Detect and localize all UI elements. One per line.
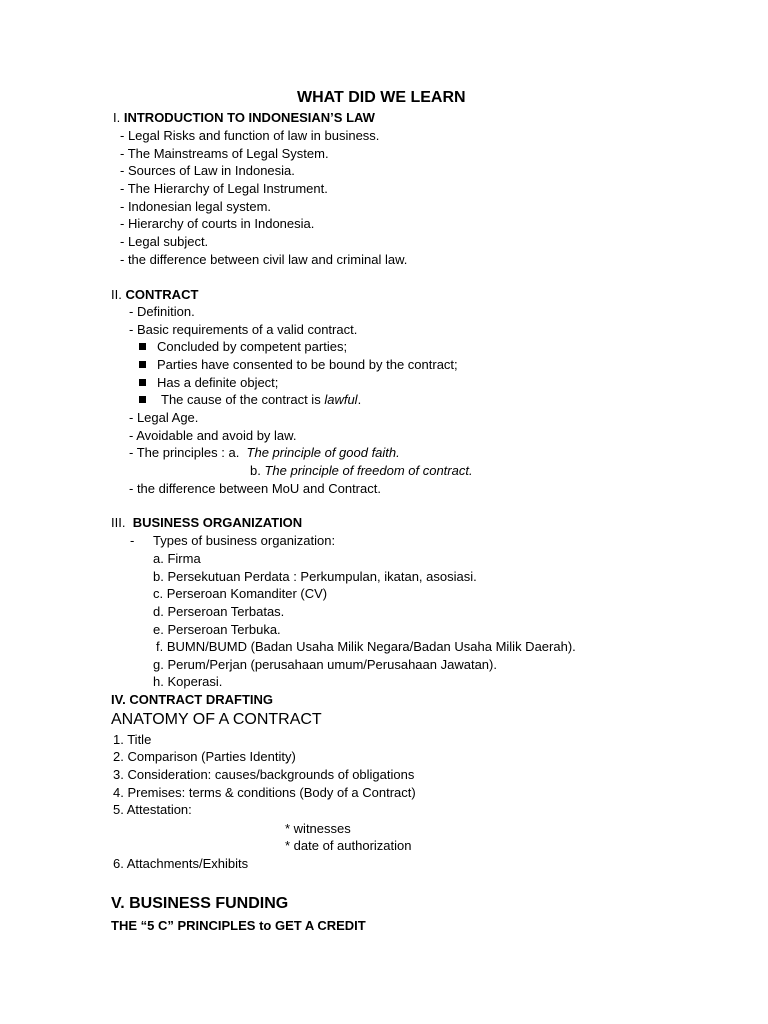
s1-item: - the difference between civil law and criminal law. <box>120 252 408 267</box>
s3-item: f. BUMN/BUMD (Badan Usaha Milik Negara/Badan Usaha Milik Daerah). <box>156 639 576 654</box>
section-4-heading: IV. CONTRACT DRAFTING <box>111 692 274 707</box>
s1-item: - Legal Risks and function of law in business. <box>120 128 380 143</box>
s3-item: c. Perseroan Komanditer (CV) <box>153 586 328 601</box>
s2-requirement: Parties have consented to be bound by the contract; <box>139 357 458 373</box>
section-3-title: BUSINESS ORGANIZATION <box>132 515 303 530</box>
s3-dash: - <box>130 533 135 548</box>
s3-item: d. Perseroan Terbatas. <box>153 604 285 619</box>
page-title: WHAT DID WE LEARN <box>297 89 466 106</box>
s4-attachments: 6. Attachments/Exhibits <box>113 856 249 871</box>
s1-item: - The Mainstreams of Legal System. <box>120 146 329 161</box>
section-1-heading <box>113 110 375 126</box>
s2-avoidable: - Avoidable and avoid by law. <box>129 428 297 443</box>
section-1-title: INTRODUCTION TO INDONESIAN’S LAW <box>123 110 375 125</box>
s4-item: 3. Consideration: causes/backgrounds of obligations <box>113 767 415 782</box>
section-2-heading <box>111 287 198 303</box>
section-3-heading <box>111 515 302 531</box>
s3-item: h. Koperasi. <box>153 674 223 689</box>
s1-item: - Hierarchy of courts in Indonesia. <box>120 216 315 231</box>
section-5-heading: V. BUSINESS FUNDING <box>111 895 289 912</box>
s4-item: 5. Attestation: <box>113 802 192 817</box>
s2-requirement: Concluded by competent parties; <box>139 339 347 355</box>
bullet-square-icon <box>139 379 146 386</box>
s4-item: 4. Premises: terms & conditions (Body of a Contract) <box>113 785 416 800</box>
s4-witnesses: * witnesses <box>285 821 351 836</box>
section-1-number: I. <box>113 110 121 125</box>
s4-date-of-authorization: * date of authorization <box>285 838 412 853</box>
s2-principle-b: b. The principle of freedom of contract. <box>250 463 473 478</box>
lawful-term: lawful <box>324 392 358 407</box>
section-3-number: III. <box>111 515 126 530</box>
s2-mou: - the difference between MoU and Contract. <box>129 481 381 496</box>
s2-legal-age: - Legal Age. <box>129 410 199 425</box>
s2-definition: - Definition. <box>129 304 195 319</box>
s3-item: a. Firma <box>153 551 201 566</box>
s2-requirement: The cause of the contract is lawful. <box>139 392 361 408</box>
s2-principles: - The principles : a. The principle of good faith. <box>129 445 400 460</box>
s4-item: 2. Comparison (Parties Identity) <box>113 749 296 764</box>
section-2-title: CONTRACT <box>125 287 199 302</box>
anatomy-heading: ANATOMY OF A CONTRACT <box>111 711 322 728</box>
section-5-subheading: THE “5 C” PRINCIPLES to GET A CREDIT <box>111 918 366 933</box>
bullet-square-icon <box>139 396 146 403</box>
s1-item: - Legal subject. <box>120 234 209 249</box>
principle-freedom-of-contract: The principle of freedom of contract. <box>264 463 473 478</box>
s2-basic-requirements: - Basic requirements of a valid contract. <box>129 322 358 337</box>
s1-item: - The Hierarchy of Legal Instrument. <box>120 181 328 196</box>
principle-good-faith: The principle of good faith. <box>246 445 400 460</box>
s2-requirement: Has a definite object; <box>139 375 278 391</box>
s3-item: e. Perseroan Terbuka. <box>153 622 281 637</box>
bullet-square-icon <box>139 343 146 350</box>
s1-item: - Indonesian legal system. <box>120 199 272 214</box>
s3-types: Types of business organization: <box>153 533 336 548</box>
bullet-square-icon <box>139 361 146 368</box>
s4-item: 1. Title <box>113 732 152 747</box>
section-2-number: II. <box>111 287 122 302</box>
s3-item: b. Persekutuan Perdata : Perkumpulan, ikatan, asosiasi. <box>153 569 477 584</box>
s3-item: g. Perum/Perjan (perusahaan umum/Perusahaan Jawatan). <box>153 657 497 672</box>
s1-item: - Sources of Law in Indonesia. <box>120 163 295 178</box>
